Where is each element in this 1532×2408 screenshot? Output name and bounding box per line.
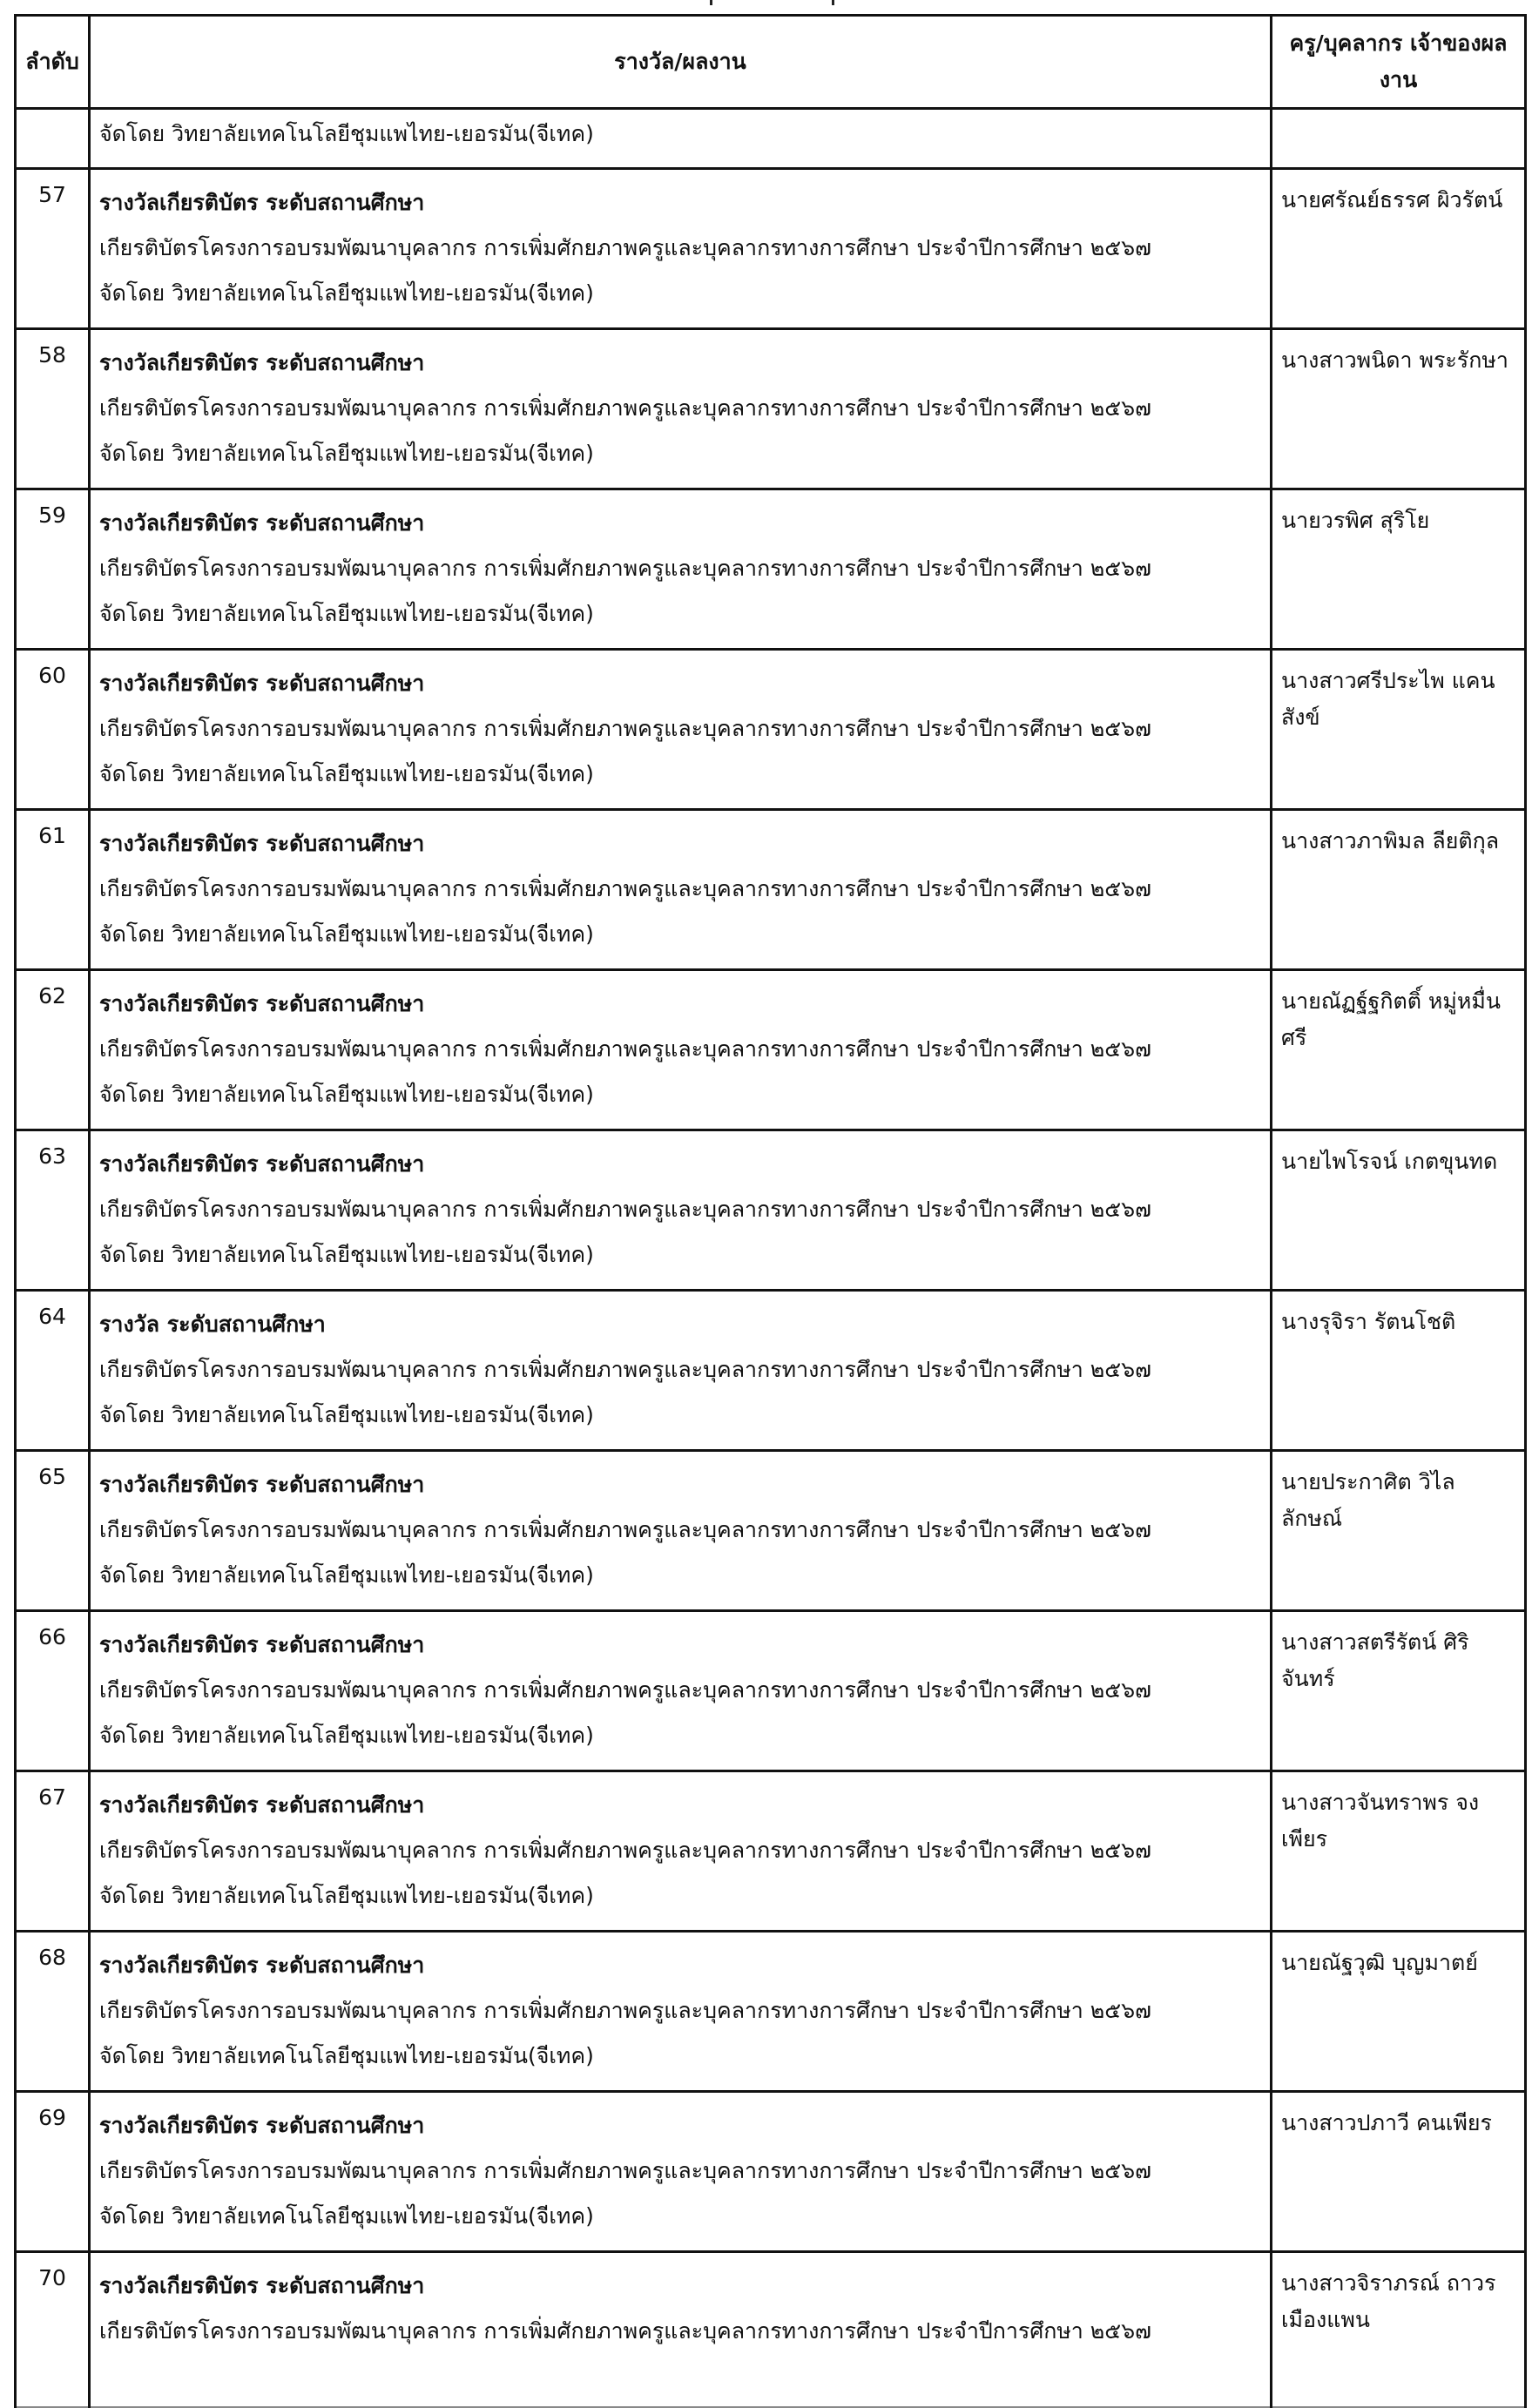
award-cell: [90, 169, 1272, 329]
owner-name: นายณัฏฐ์ฐกิตติ์ หมู่หมื่นศรี: [1272, 970, 1526, 1130]
award-description: เกียรติบัตรโครงการอบรมพัฒนาบุคลากร การเพิ่มศักยภาพครูและบุคลากรทางการศึกษา ประจำปีการศึกษา ๒๕๖๗: [99, 1838, 1151, 1863]
award-description: เกียรติบัตรโครงการอบรมพัฒนาบุคลากร การเพิ่มศักยภาพครูและบุคลากรทางการศึกษา ประจำปีการศึกษา ๒๕๖๗: [99, 395, 1151, 421]
row-number: 66: [16, 1611, 90, 1771]
award-cell: [90, 1451, 1272, 1611]
header-award: รางวัล/ผลงาน: [90, 16, 1272, 109]
award-organizer: จัดโดย วิทยาลัยเทคโนโลยีชุมแพไทย-เยอรมัน(จีเทค): [99, 921, 594, 947]
award-organizer: จัดโดย วิทยาลัยเทคโนโลยีชุมแพไทย-เยอรมัน(จีเทค): [99, 601, 594, 626]
cut-off-text-fragment: [710, 0, 712, 5]
cut-off-text-fragment: [832, 0, 834, 5]
award-organizer: จัดโดย วิทยาลัยเทคโนโลยีชุมแพไทย-เยอรมัน(จีเทค): [99, 121, 594, 146]
award-title: รางวัลเกียรติบัตร ระดับสถานศึกษา: [99, 350, 425, 375]
award-title: รางวัลเกียรติบัตร ระดับสถานศึกษา: [99, 510, 425, 536]
award-organizer: จัดโดย วิทยาลัยเทคโนโลยีชุมแพไทย-เยอรมัน(จีเทค): [99, 1883, 594, 1908]
table-row: [16, 970, 1526, 1130]
owner-name: นางสาวจิราภรณ์ ถาวรเมืองแพน: [1272, 2252, 1526, 2408]
award-title: รางวัลเกียรติบัตร ระดับสถานศึกษา: [99, 671, 425, 696]
table-row: [16, 1771, 1526, 1932]
award-description: เกียรติบัตรโครงการอบรมพัฒนาบุคลากร การเพิ่มศักยภาพครูและบุคลากรทางการศึกษา ประจำปีการศึกษา ๒๕๖๗: [99, 716, 1151, 741]
owner-name: นายวรพิศ สุริโย: [1272, 489, 1526, 650]
row-number: 64: [16, 1291, 90, 1451]
owner-name: นายณัฐวุฒิ บุญมาตย์: [1272, 1932, 1526, 2092]
award-cell: [90, 1130, 1272, 1291]
table-row: [16, 650, 1526, 810]
row-number: 65: [16, 1451, 90, 1611]
award-description: เกียรติบัตรโครงการอบรมพัฒนาบุคลากร การเพิ่มศักยภาพครูและบุคลากรทางการศึกษา ประจำปีการศึกษา ๒๕๖๗: [99, 1036, 1151, 1062]
award-organizer: จัดโดย วิทยาลัยเทคโนโลยีชุมแพไทย-เยอรมัน(จีเทค): [99, 2043, 594, 2068]
award-description: เกียรติบัตรโครงการอบรมพัฒนาบุคลากร การเพิ่มศักยภาพครูและบุคลากรทางการศึกษา ประจำปีการศึกษา ๒๕๖๗: [99, 2318, 1151, 2344]
award-organizer: จัดโดย วิทยาลัยเทคโนโลยีชุมแพไทย-เยอรมัน(จีเทค): [99, 441, 594, 466]
award-cell: [90, 810, 1272, 970]
award-cell: [90, 1291, 1272, 1451]
table-row: [16, 489, 1526, 650]
owner-name: นางสาวพนิดา พระรักษา: [1272, 329, 1526, 489]
row-number: 68: [16, 1932, 90, 2092]
award-cell: [90, 2092, 1272, 2252]
row-number: 62: [16, 970, 90, 1130]
awards-table: [14, 14, 1527, 2408]
row-number: 59: [16, 489, 90, 650]
owner-name: นางสาวสตรีรัตน์ ศิริจันทร์: [1272, 1611, 1526, 1771]
row-number: 67: [16, 1771, 90, 1932]
award-title: รางวัล ระดับสถานศึกษา: [99, 1312, 326, 1337]
award-organizer: จัดโดย วิทยาลัยเทคโนโลยีชุมแพไทย-เยอรมัน(จีเทค): [99, 1723, 594, 1748]
award-organizer: จัดโดย วิทยาลัยเทคโนโลยีชุมแพไทย-เยอรมัน(จีเทค): [99, 1562, 594, 1588]
table-row: [16, 1451, 1526, 1611]
award-organizer: จัดโดย วิทยาลัยเทคโนโลยีชุมแพไทย-เยอรมัน(จีเทค): [99, 1082, 594, 1107]
table-header-row: [16, 16, 1526, 109]
header-number: ลำดับ: [16, 16, 90, 109]
table-row: [16, 1611, 1526, 1771]
award-organizer: จัดโดย วิทยาลัยเทคโนโลยีชุมแพไทย-เยอรมัน(จีเทค): [99, 280, 594, 306]
award-cell: [90, 650, 1272, 810]
table-row: [16, 810, 1526, 970]
award-cell: [90, 2252, 1272, 2408]
award-description: เกียรติบัตรโครงการอบรมพัฒนาบุคลากร การเพิ่มศักยภาพครูและบุคลากรทางการศึกษา ประจำปีการศึกษา ๒๕๖๗: [99, 1517, 1151, 1542]
award-title: รางวัลเกียรติบัตร ระดับสถานศึกษา: [99, 2273, 425, 2298]
table-row: [16, 2092, 1526, 2252]
award-organizer: จัดโดย วิทยาลัยเทคโนโลยีชุมแพไทย-เยอรมัน(จีเทค): [99, 761, 594, 786]
award-title: รางวัลเกียรติบัตร ระดับสถานศึกษา: [99, 831, 425, 856]
award-title: รางวัลเกียรติบัตร ระดับสถานศึกษา: [99, 1151, 425, 1177]
row-number: 70: [16, 2252, 90, 2408]
award-description: เกียรติบัตรโครงการอบรมพัฒนาบุคลากร การเพิ่มศักยภาพครูและบุคลากรทางการศึกษา ประจำปีการศึกษา ๒๕๖๗: [99, 556, 1151, 581]
row-number: 69: [16, 2092, 90, 2252]
award-title: รางวัลเกียรติบัตร ระดับสถานศึกษา: [99, 991, 425, 1016]
owner-name: นายไพโรจน์ เกตขุนทด: [1272, 1130, 1526, 1291]
award-description: เกียรติบัตรโครงการอบรมพัฒนาบุคลากร การเพิ่มศักยภาพครูและบุคลากรทางการศึกษา ประจำปีการศึกษา ๒๕๖๗: [99, 876, 1151, 901]
award-title: รางวัลเกียรติบัตร ระดับสถานศึกษา: [99, 1953, 425, 1978]
owner-cell: [1272, 109, 1526, 169]
owner-name: นางสาวศรีประไพ แคนสังข์: [1272, 650, 1526, 810]
award-title: รางวัลเกียรติบัตร ระดับสถานศึกษา: [99, 2113, 425, 2138]
award-cell: [90, 970, 1272, 1130]
row-number: 57: [16, 169, 90, 329]
table-row: [16, 1130, 1526, 1291]
award-description: เกียรติบัตรโครงการอบรมพัฒนาบุคลากร การเพิ่มศักยภาพครูและบุคลากรทางการศึกษา ประจำปีการศึกษา ๒๕๖๗: [99, 1998, 1151, 2023]
award-description: เกียรติบัตรโครงการอบรมพัฒนาบุคลากร การเพิ่มศักยภาพครูและบุคลากรทางการศึกษา ประจำปีการศึกษา ๒๕๖๗: [99, 1677, 1151, 1703]
header-owner: ครู/บุคลากร เจ้าของผลงาน: [1272, 16, 1526, 109]
award-title: รางวัลเกียรติบัตร ระดับสถานศึกษา: [99, 1632, 425, 1657]
award-cell: [90, 1611, 1272, 1771]
table-row-continued: [16, 109, 1526, 169]
row-number: 60: [16, 650, 90, 810]
row-number: 63: [16, 1130, 90, 1291]
award-organizer: จัดโดย วิทยาลัยเทคโนโลยีชุมแพไทย-เยอรมัน(จีเทค): [99, 2203, 594, 2229]
table-row: [16, 169, 1526, 329]
award-title: รางวัลเกียรติบัตร ระดับสถานศึกษา: [99, 190, 425, 215]
award-organizer: จัดโดย วิทยาลัยเทคโนโลยีชุมแพไทย-เยอรมัน(จีเทค): [99, 1402, 594, 1427]
award-cell: [90, 329, 1272, 489]
owner-name: นายศรัณย์ธรรศ ผิวรัตน์: [1272, 169, 1526, 329]
row-number: 61: [16, 810, 90, 970]
award-description: เกียรติบัตรโครงการอบรมพัฒนาบุคลากร การเพิ่มศักยภาพครูและบุคลากรทางการศึกษา ประจำปีการศึกษา ๒๕๖๗: [99, 1357, 1151, 1382]
table-row: [16, 1932, 1526, 2092]
table-row: [16, 329, 1526, 489]
owner-name: นางสาวภาพิมล ลียติกุล: [1272, 810, 1526, 970]
award-organizer: จัดโดย วิทยาลัยเทคโนโลยีชุมแพไทย-เยอรมัน(จีเทค): [99, 1242, 594, 1267]
award-cell: [90, 1771, 1272, 1932]
owner-name: นางสาวจันทราพร จงเพียร: [1272, 1771, 1526, 1932]
award-cell: [90, 489, 1272, 650]
award-cell: [90, 109, 1272, 169]
award-title: รางวัลเกียรติบัตร ระดับสถานศึกษา: [99, 1472, 425, 1497]
award-description: เกียรติบัตรโครงการอบรมพัฒนาบุคลากร การเพิ่มศักยภาพครูและบุคลากรทางการศึกษา ประจำปีการศึกษา ๒๕๖๗: [99, 2158, 1151, 2183]
owner-name: นายประกาศิต วิไลลักษณ์: [1272, 1451, 1526, 1611]
award-description: เกียรติบัตรโครงการอบรมพัฒนาบุคลากร การเพิ่มศักยภาพครูและบุคลากรทางการศึกษา ประจำปีการศึกษา ๒๕๖๗: [99, 1197, 1151, 1222]
owner-name: นางสาวปภาวี คนเพียร: [1272, 2092, 1526, 2252]
award-title: รางวัลเกียรติบัตร ระดับสถานศึกษา: [99, 1792, 425, 1818]
owner-name: นางรุจิรา รัตนโชติ: [1272, 1291, 1526, 1451]
row-number: 58: [16, 329, 90, 489]
award-cell: [90, 1932, 1272, 2092]
table-row: [16, 2252, 1526, 2408]
award-description: เกียรติบัตรโครงการอบรมพัฒนาบุคลากร การเพิ่มศักยภาพครูและบุคลากรทางการศึกษา ประจำปีการศึกษา ๒๕๖๗: [99, 235, 1151, 260]
table-row: [16, 1291, 1526, 1451]
row-number: [16, 109, 90, 169]
